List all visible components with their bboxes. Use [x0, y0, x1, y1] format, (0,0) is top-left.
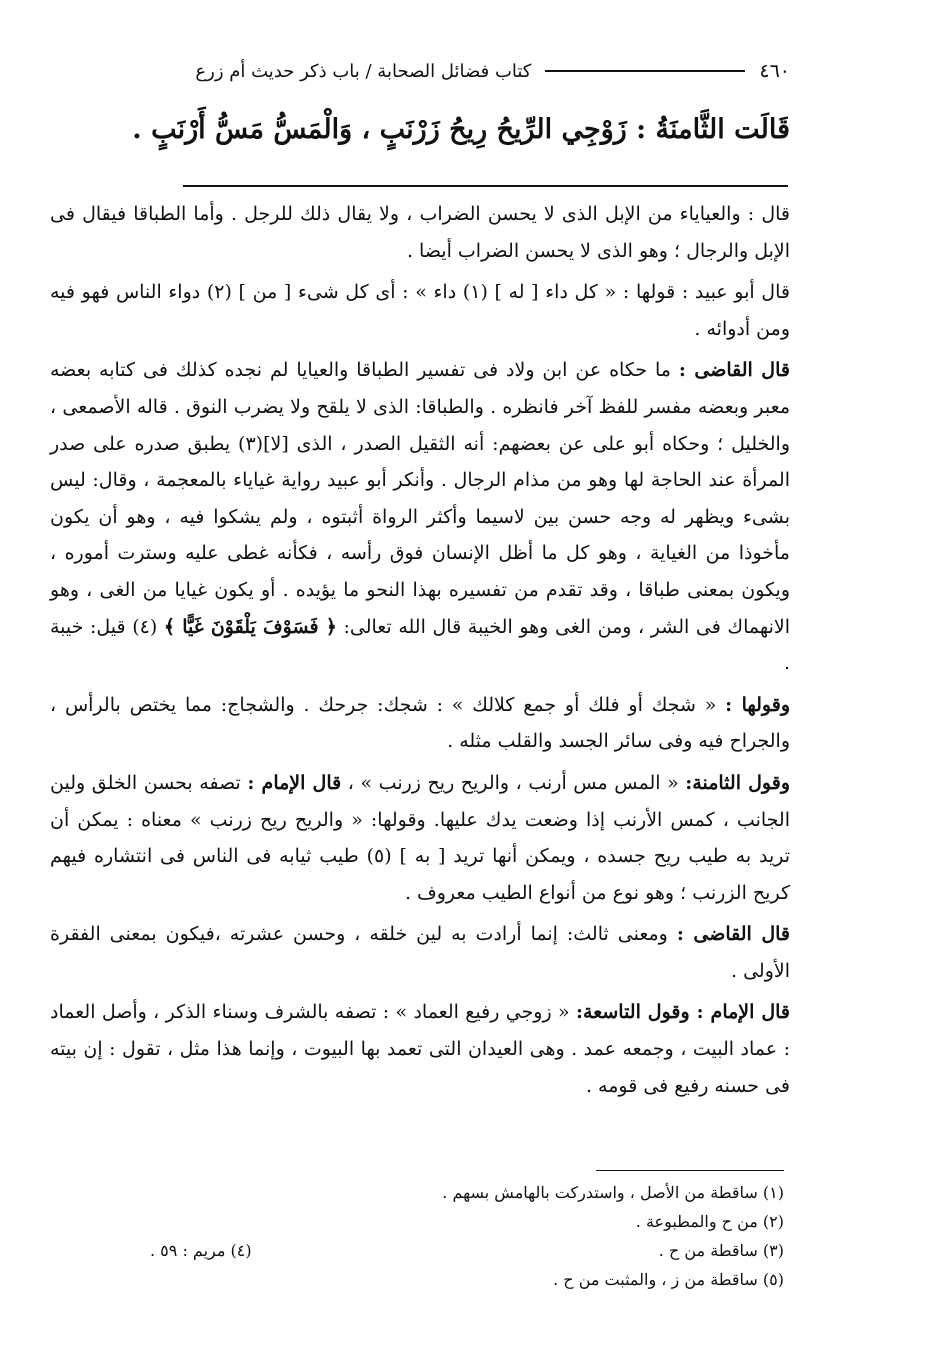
footnote-5: (٥) ساقطة من ز ، والمثبت من ح .	[553, 1270, 784, 1289]
page-number: ٤٦٠	[759, 60, 790, 82]
paragraph-text-2: تصفه بحسن الخلق ولين الجانب ، كمس الأرنب إذا وضعت يدك عليها. وقولها: « والريح ريح زرنب » معناه : يمكن أن تريد به طيب ريح جسده ، ويمكن أنها تريد [ به ] (٥) طيب ثيابه فى الناس فى انتشاره فيهم كريح الزرنب ؛ وهو نوع من أنواع الطيب معروف .	[50, 771, 790, 904]
paragraph-text: ومعنى ثالث: إنما أرادت به لين خلقه ، وحسن عشرته ،فيكون بمعنى الفقرة الأولى .	[50, 923, 790, 982]
paragraph-text-after: (٤) قيل: خيبة .	[50, 615, 790, 675]
footnotes	[150, 1178, 784, 1294]
footnote-divider	[596, 1170, 784, 1171]
paragraph-lead-2: قال الإمام :	[247, 771, 342, 794]
hadith-text: قَالَت الثَّامنَةُ : زَوْجِي الرِّيحُ رِيحُ زَرْنَبٍ ، وَالْمَسُّ مَسُّ أَرْنَبٍ .	[132, 114, 790, 145]
main-divider	[183, 185, 788, 187]
paragraph-2	[50, 274, 790, 347]
paragraph-lead: وقولها :	[725, 693, 790, 716]
header-rule	[545, 70, 745, 72]
paragraph-text: ما حكاه عن ابن ولاد فى تفسير الطباقا والعيايا لم نجده كذلك فى كتابه بعضه معبر وبعضه مفسر للفظ آخر فانظره . والطباقا: الذى لا يلقح ولا يضرب النوق . قاله الأصمعى ، والخليل ؛ وحكاه أبو على عن بعضهم: أنه الثقيل الصدر ، الذى [لا](٣) يطبق صدره على صدر المرأة عند الحاجة لها وهو من مذام الرجال . وأنكر أبو عبيد رواية غياياء بالمعجمة ، وقال: ليس بشىء ويظهر له وجه حسن بين لاسيما وأكثر الرواة أثبتوه ، ولم يشكوا فيه ، وهو أن يكون مأخوذا من الغياية ، وهو كل ما أظل الإنسان فوق رأسه ، فكأنه غطى عليه وسترت أموره ، ويكون بمعنى طباقا ، وقد تقدم من تفسيره بهذا النحو ما يؤيده . أو يكون غيايا من الغى ، وهو الانهماك فى الشر ، ومن الغى وهو الخيبة قال الله تعالى:	[50, 359, 791, 638]
paragraph-text: « شجك أو فلك أو جمع كلالك » : شجك: جرحك . والشجاج: مما يختص بالرأس ، والجراح فيه وفى سائر الجسد والقلب مثله .	[50, 693, 790, 753]
paragraph-text: « زوجي رفيع العماد » : تصفه بالشرف وسناء الذكر ، وأصل العماد : عماد البيت ، وجمعه عمد . وهى العيدان التى تعمد بها البيوت ، وإنما هذا مثل ، تقول : إن بيته فى حسنه رفيع فى قومه .	[50, 1001, 790, 1097]
paragraph-4	[50, 687, 790, 760]
footnote-4: (٤) مريم : ٥٩ .	[150, 1241, 252, 1260]
paragraph-3	[50, 352, 790, 681]
paragraph-text: قال أبو عبيد : قولها : « كل داء [ له ] (١) داء » : أى كل شىء [ من ] (٢) دواء الناس فهو فيه ومن أدوائه .	[50, 281, 790, 340]
footnote-3: (٣) ساقطة من ح .	[658, 1241, 784, 1260]
paragraph-5	[50, 765, 790, 911]
paragraph-1	[50, 196, 790, 269]
paragraph-lead: قال الإمام : وقول التاسعة:	[576, 1001, 790, 1024]
paragraph-6	[50, 916, 790, 989]
footnote-2: (٢) من ح والمطبوعة .	[635, 1212, 784, 1231]
footnote-row	[150, 1236, 784, 1265]
page-header	[30, 58, 790, 84]
paragraph-text: قال : والعياياء من الإبل الذى لا يحسن الضراب ، ولا يقال ذلك للرجل . وأما الطباقا فيقال فى الإبل والرجال ؛ وهو الذى لا يحسن الضراب أيضا .	[50, 203, 790, 262]
paragraph-lead: وقول الثامنة:	[685, 771, 790, 794]
paragraph-7	[50, 994, 790, 1104]
paragraph-lead: قال القاضى :	[678, 359, 790, 382]
running-title: كتاب فضائل الصحابة / باب ذكر حديث أم زرع	[195, 60, 532, 82]
commentary-body	[50, 196, 790, 1109]
paragraph-lead: قال القاضى :	[676, 923, 791, 946]
paragraph-text: « المس مس أرنب ، والريح ريح زرنب » ،	[347, 771, 679, 794]
quran-verse: ﴿ فَسَوْفَ يَلْقَوْنَ غَيًّا ﴾	[163, 615, 337, 638]
footnote-1: (١) ساقطة من الأصل ، واستدركت بالهامش بسهم .	[442, 1183, 784, 1202]
